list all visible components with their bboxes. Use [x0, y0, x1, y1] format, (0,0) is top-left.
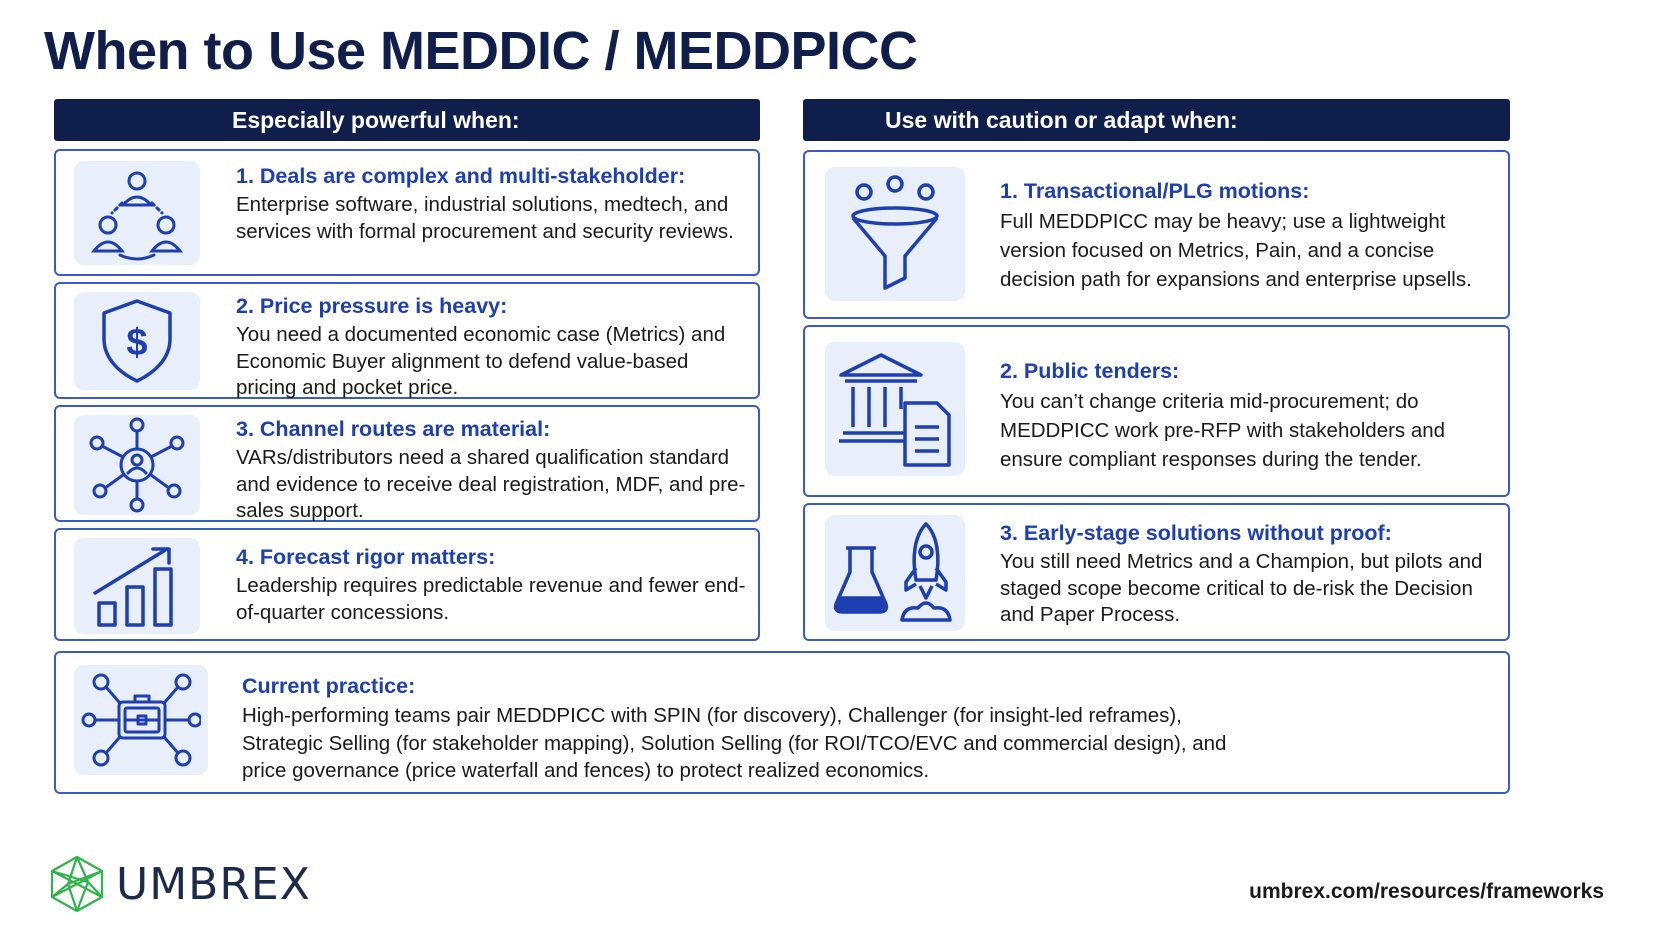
left-card-2 — [54, 282, 760, 399]
government-document-icon — [825, 342, 965, 476]
right-card-3-title: 3. Early-stage solutions without proof: — [1000, 521, 1392, 545]
umbrex-logo-mark-icon — [48, 855, 106, 913]
umbrex-logo — [48, 855, 311, 913]
footer-url[interactable]: umbrex.com/resources/frameworks — [1249, 880, 1604, 903]
right-card-2-title: 2. Public tenders: — [1000, 359, 1180, 383]
left-card-2-body: You need a documented economic case (Metrics) and Economic Buyer alignment to defend value-based pricing and pocket price. — [236, 323, 726, 399]
current-practice-title: Current practice: — [242, 674, 416, 698]
left-card-4 — [54, 528, 760, 641]
brand-name: UMBREX — [116, 858, 311, 910]
right-card-2 — [803, 325, 1510, 497]
right-card-1 — [803, 150, 1510, 319]
growth-chart-icon — [74, 538, 200, 634]
network-hub-icon — [74, 415, 200, 515]
right-card-2-body: You can’t change criteria mid-procurement; do MEDDPICC work pre-RFP with stakeholders and ensure compliant responses during the tender. — [1000, 390, 1446, 471]
left-card-1-title: 1. Deals are complex and multi-stakeholder: — [236, 164, 686, 188]
current-practice-card — [54, 651, 1510, 794]
left-card-1 — [54, 149, 760, 276]
left-card-3-title: 3. Channel routes are material: — [236, 417, 551, 441]
dollar-shield-icon — [74, 292, 200, 390]
briefcase-network-icon — [74, 665, 208, 775]
left-column-header — [54, 99, 760, 141]
left-card-1-body: Enterprise software, industrial solutions, medtech, and services with formal procurement and security reviews. — [236, 193, 734, 243]
left-card-4-body: Leadership requires predictable revenue and fewer end-of-quarter concessions. — [236, 574, 746, 624]
stakeholders-icon — [74, 161, 200, 265]
left-card-4-title: 4. Forecast rigor matters: — [236, 545, 496, 569]
left-card-3 — [54, 405, 760, 522]
right-card-1-body: Full MEDDPICC may be heavy; use a lightweight version focused on Metrics, Pain, and a concise decision path for expansions and enterprise upsells. — [1000, 210, 1472, 291]
right-column-header — [803, 99, 1510, 141]
flask-rocket-icon — [825, 515, 965, 631]
left-column-header-label: Especially powerful when: — [232, 106, 520, 133]
right-card-1-title: 1. Transactional/PLG motions: — [1000, 179, 1310, 203]
left-card-3-body: VARs/distributors need a shared qualification standard and evidence to receive deal registration, MDF, and pre-sales support. — [236, 446, 746, 522]
funnel-icon — [825, 167, 965, 301]
page-title: When to Use MEDDIC / MEDDPICC — [44, 21, 918, 81]
right-card-3 — [803, 503, 1510, 641]
current-practice-body: High-performing teams pair MEDDPICC with SPIN (for discovery), Challenger (for insight-led reframes), Strategic Selling (for stakeholder mapping), Solution Selling (for ROI/TCO/EVC and commercial design), and price governance (price waterfall and fences) to protect realized economics. — [242, 704, 1227, 782]
right-column-header-label: Use with caution or adapt when: — [885, 106, 1238, 133]
right-card-3-body: You still need Metrics and a Champion, but pilots and staged scope become critical to de-risk the Decision and Paper Process. — [1000, 550, 1483, 626]
svg-text:$: $ — [126, 322, 148, 364]
left-card-2-title: 2. Price pressure is heavy: — [236, 294, 508, 318]
